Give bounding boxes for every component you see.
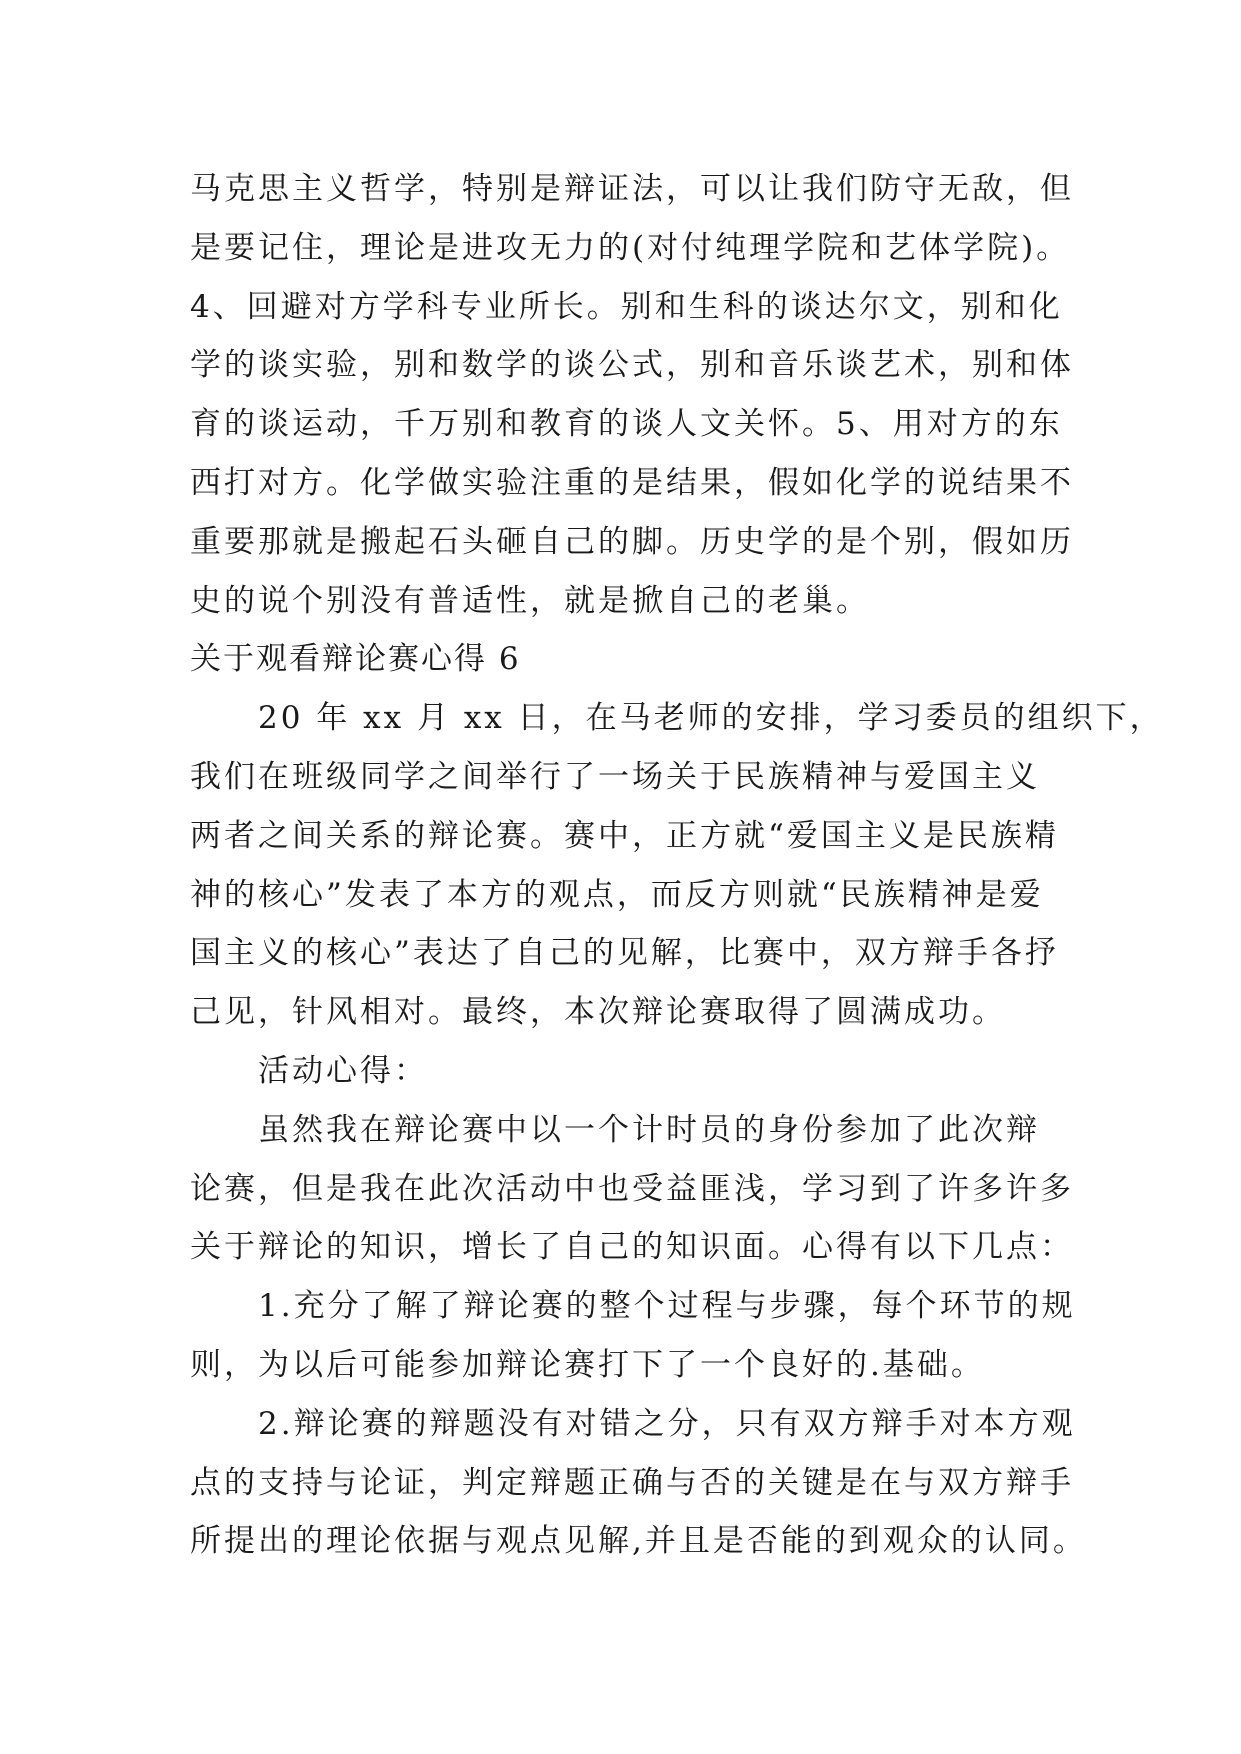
text-line: 是要记住，理论是进攻无力的(对付纯理学院和艺体学院)。 (190, 229, 1071, 266)
text-line: 所提出的理论依据与观点见解,并且是否能的到观众的认同。 (190, 1523, 1087, 1560)
text-line: 马克思主义哲学，特别是辩证法，可以让我们防守无敌，但 (190, 171, 1074, 207)
text-line: 育的谈运动，千万别和教育的谈人文关怀。5、用对方的东 (190, 406, 1063, 443)
text-line: 论赛，但是我在此次活动中也受益匪浅，学习到了许多许多 (190, 1170, 1074, 1207)
text-line: 点的支持与论证，判定辩题正确与否的关键是在与双方辩手 (190, 1464, 1074, 1501)
text-line: 20 年 xx 月 xx 日，在马老师的安排，学习委员的组织下， (190, 700, 1164, 737)
section-heading: 关于观看辩论赛心得 6 (190, 641, 521, 678)
text-line: 西打对方。化学做实验注重的是结果，假如化学的说结果不 (190, 464, 1074, 501)
text-line: 史的说个别没有普适性，就是掀自己的老巢。 (190, 582, 870, 619)
text-line: 两者之间关系的辩论赛。赛中，正方就“爱国主义是民族精 (190, 817, 1059, 854)
text-line: 关于辩论的知识，增长了自己的知识面。心得有以下几点： (190, 1229, 1074, 1266)
body-text (190, 160, 1164, 1571)
text-line: 神的核心”发表了本方的观点，而反方则就“民族精神是爱 (190, 876, 1044, 913)
text-line: 活动心得： (190, 1052, 428, 1089)
text-line: 虽然我在辩论赛中以一个计时员的身份参加了此次辩 (190, 1111, 1040, 1148)
text-line: 我们在班级同学之间举行了一场关于民族精神与爱国主义 (190, 758, 1040, 795)
text-line: 己见，针风相对。最终，本次辩论赛取得了圆满成功。 (190, 994, 1006, 1031)
text-line: 国主义的核心”表达了自己的见解，比赛中，双方辩手各抒 (190, 935, 1059, 972)
text-line: 重要那就是搬起石头砸自己的脚。历史学的是个别，假如历 (190, 523, 1074, 560)
text-line: 2.辩论赛的辩题没有对错之分，只有双方辩手对本方观 (190, 1405, 1076, 1442)
text-line: 4、回避对方学科专业所长。别和生科的谈达尔文，别和化 (190, 288, 1063, 325)
text-line: 1.充分了解了辩论赛的整个过程与步骤，每个环节的规 (190, 1288, 1076, 1325)
text-line: 则，为以后可能参加辩论赛打下了一个良好的.基础。 (190, 1346, 985, 1383)
text-line: 学的谈实验，别和数学的谈公式，别和音乐谈艺术，别和体 (190, 347, 1074, 384)
